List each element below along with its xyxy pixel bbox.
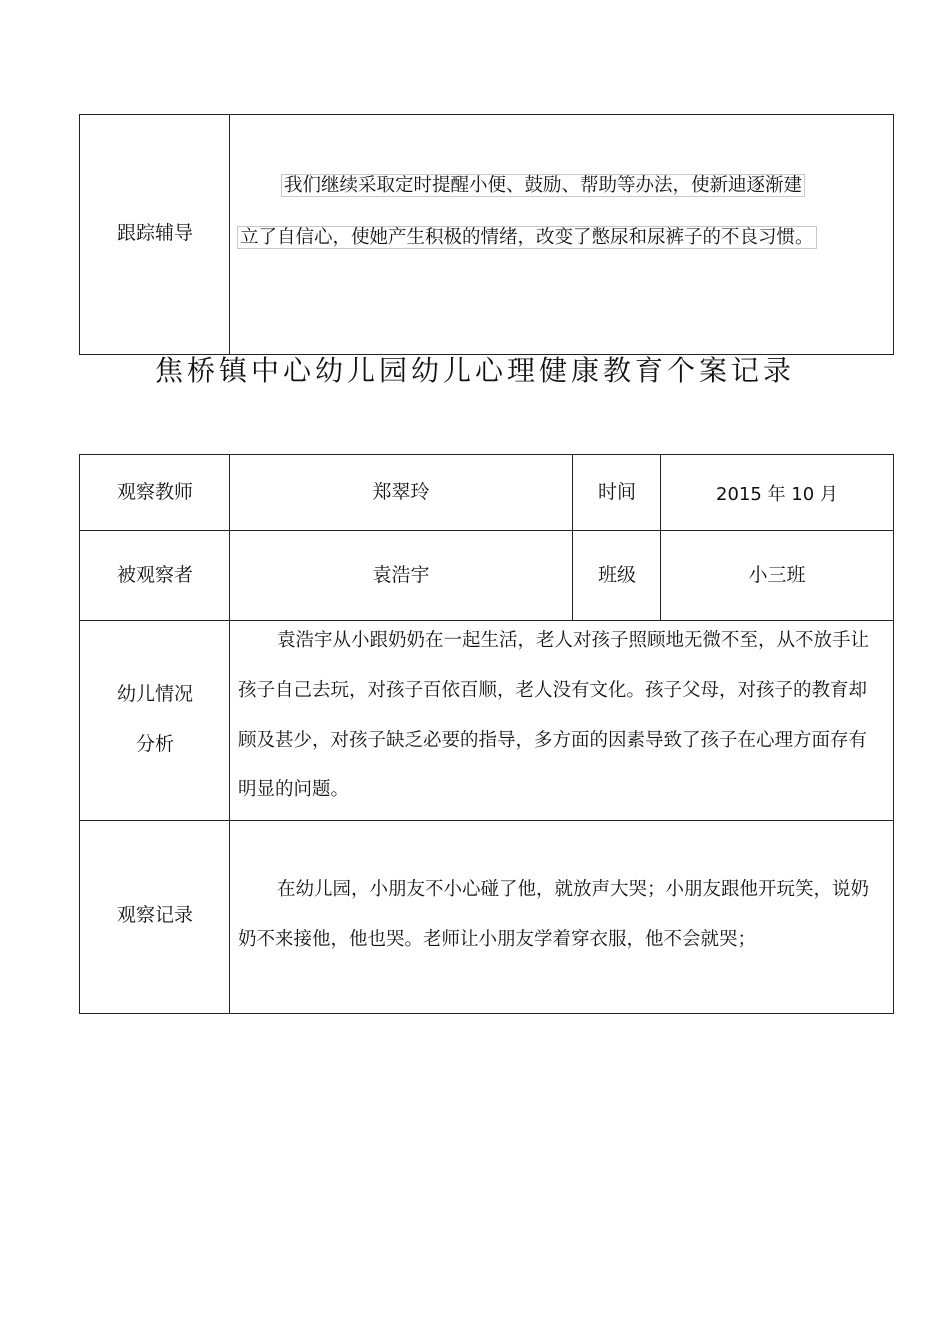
record-row-divider-1	[79, 530, 894, 531]
time-label: 时间	[597, 481, 636, 503]
record-label: 观察记录	[116, 904, 193, 926]
analysis-label-2: 分析	[135, 733, 174, 755]
class-value: 小三班	[748, 564, 806, 586]
subject-label: 被观察者	[116, 564, 193, 586]
followup-label: 跟踪辅导	[116, 222, 193, 244]
followup-line-2-text: 立了自信心，使她产生积极的情绪，改变了憋尿和尿裤子的不良习惯。	[237, 226, 817, 249]
followup-line-2	[237, 213, 817, 263]
subject-value: 袁浩宇	[372, 564, 430, 586]
class-label: 班级	[597, 564, 636, 586]
record-line-2: 奶不来接他，他也哭。老师让小朋友学着穿衣服，他不会就哭；	[238, 929, 757, 950]
followup-line-1	[281, 161, 805, 211]
document-title: 焦桥镇中心幼儿园幼儿心理健康教育个案记录	[154, 354, 795, 387]
followup-line-1-text: 我们继续采取定时提醒小便、鼓励、帮助等办法，使新迪逐渐建	[281, 174, 805, 197]
record-row-divider-3	[79, 820, 894, 821]
teacher-label: 观察教师	[116, 481, 193, 503]
time-value: 2015 年 10 月	[716, 484, 838, 505]
analysis-line-2: 孩子自己去玩，对孩子百依百顺，老人没有文化。孩子父母，对孩子的教育却	[238, 680, 868, 701]
analysis-line-1: 袁浩宇从小跟奶奶在一起生活，老人对孩子照顾地无微不至，从不放手让	[277, 630, 870, 651]
teacher-value: 郑翠玲	[372, 481, 430, 503]
analysis-label-1: 幼儿情况	[116, 683, 193, 705]
analysis-line-3: 顾及甚少，对孩子缺乏必要的指导，多方面的因素导致了孩子在心理方面存有	[238, 730, 868, 751]
analysis-line-4: 明显的问题。	[238, 779, 350, 800]
record-line-1: 在幼儿园，小朋友不小心碰了他，就放声大哭；小朋友跟他开玩笑，说奶	[277, 879, 870, 900]
